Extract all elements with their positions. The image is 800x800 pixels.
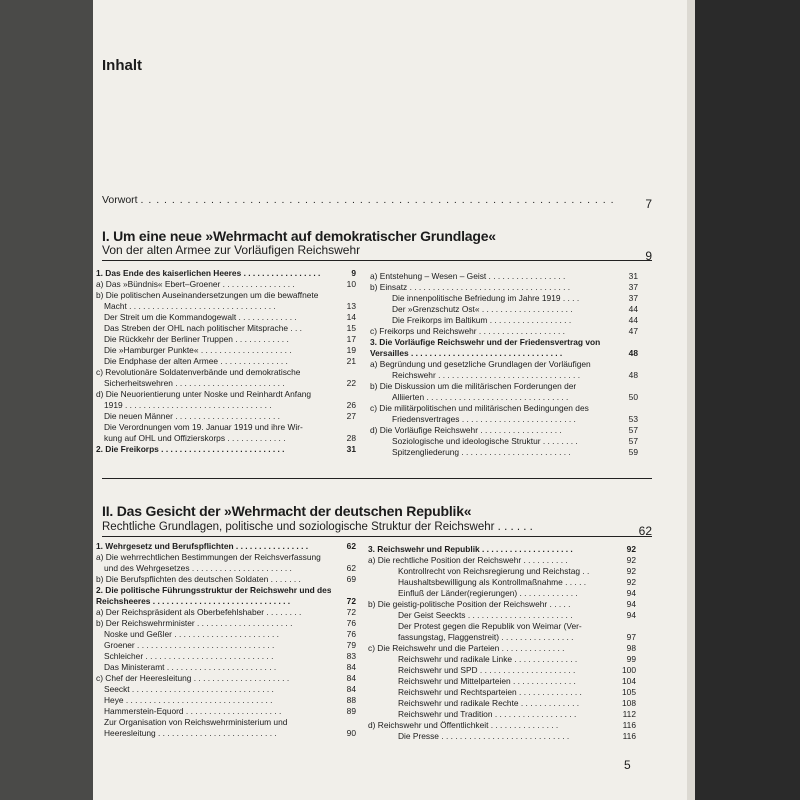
- toc-entry-page: 13: [346, 301, 356, 311]
- section2-title: II. Das Gesicht der »Wehrmacht der deutschen Republik«: [102, 503, 472, 519]
- toc-entry-text: Heeresleitung . . . . . . . . . . . . . . . . . . . . . . . . . .: [104, 728, 277, 738]
- toc-entry-text: 2. Die politische Führungsstruktur der Reichswehr und des: [96, 585, 332, 595]
- toc-entry: [370, 370, 638, 381]
- toc-entry: [96, 356, 356, 367]
- toc-entry: [96, 433, 356, 444]
- toc-entry: [96, 585, 356, 596]
- toc-entry-text: c) Revolutionäre Soldatenverbände und demokratische: [96, 367, 301, 377]
- toc-entry-text: Seeckt . . . . . . . . . . . . . . . . . . . . . . . . . . . . . . .: [104, 684, 274, 694]
- toc-entry: [368, 566, 636, 577]
- toc-entry-text: Der Protest gegen die Republik von Weimar (Ver-: [398, 621, 582, 631]
- toc-entry-page: 37: [628, 282, 638, 292]
- toc-entry-page: 44: [628, 315, 638, 325]
- toc-entry-text: 3. Reichswehr und Republik . . . . . . . . . . . . . . . . . . . .: [368, 544, 573, 554]
- toc-entry: [370, 392, 638, 403]
- toc-heading: Inhalt: [102, 57, 142, 74]
- toc-entry: [368, 665, 636, 676]
- section1-left-column: [96, 268, 356, 455]
- toc-entry-page: 72: [346, 607, 356, 617]
- toc-entry-page: 59: [628, 447, 638, 457]
- toc-entry-page: 57: [628, 436, 638, 446]
- toc-entry-page: 92: [626, 555, 636, 565]
- toc-entry-text: Die neuen Männer . . . . . . . . . . . . . . . . . . . . . . .: [104, 411, 280, 421]
- toc-entry-page: 84: [346, 673, 356, 683]
- toc-entry: [368, 588, 636, 599]
- toc-entry-page: 76: [346, 629, 356, 639]
- toc-entry: [370, 271, 638, 282]
- toc-entry-text: a) Die wehrrechtlichen Bestimmungen der Reichsverfassung: [96, 552, 321, 562]
- toc-entry: [368, 687, 636, 698]
- toc-entry: [368, 577, 636, 588]
- section2-right-column: [368, 544, 636, 742]
- toc-entry-page: 47: [628, 326, 638, 336]
- toc-entry: [96, 552, 356, 563]
- toc-entry-text: a) Der Reichspräsident als Oberbefehlshaber . . . . . . . .: [96, 607, 302, 617]
- toc-entry-text: b) Einsatz . . . . . . . . . . . . . . . . . . . . . . . . . . . . . . . . . . .: [370, 282, 571, 292]
- toc-entry: [370, 337, 638, 348]
- toc-entry-page: 105: [622, 687, 636, 697]
- toc-entry-text: a) Begründung und gesetzliche Grundlagen der Vorläufigen: [370, 359, 591, 369]
- toc-entry-text: Der »Grenzschutz Ost« . . . . . . . . . . . . . . . . . . . .: [392, 304, 573, 314]
- section-divider: [102, 478, 652, 479]
- toc-entry-text: Noske und Geßler . . . . . . . . . . . . . . . . . . . . . . .: [104, 629, 279, 639]
- toc-entry-text: a) Entstehung – Wesen – Geist . . . . . . . . . . . . . . . . .: [370, 271, 566, 281]
- toc-entry: [368, 632, 636, 643]
- toc-entry-text: d) Die Neuorientierung unter Noske und Reinhardt Anfang: [96, 389, 312, 399]
- toc-entry: [96, 662, 356, 673]
- toc-entry: [96, 334, 356, 345]
- toc-entry-text: Die innenpolitische Befriedung im Jahre 1919 . . . .: [392, 293, 580, 303]
- toc-entry: [96, 268, 356, 279]
- toc-entry: [96, 574, 356, 585]
- toc-entry: [96, 695, 356, 706]
- toc-entry-text: Die Endphase der alten Armee . . . . . . . . . . . . . . .: [104, 356, 288, 366]
- toc-entry-text: fassungstag, Flaggenstreit) . . . . . . . . . . . . . . . .: [398, 632, 574, 642]
- toc-entry: [96, 312, 356, 323]
- toc-entry: [370, 403, 638, 414]
- toc-entry: [96, 717, 356, 728]
- toc-entry-page: 116: [622, 731, 636, 741]
- toc-entry-text: b) Die politischen Auseinandersetzungen um die bewaffnete: [96, 290, 319, 300]
- toc-entry-page: 108: [622, 698, 636, 708]
- toc-entry-text: Reichswehr und radikale Linke . . . . . . . . . . . . . .: [398, 654, 578, 664]
- toc-entry-page: 17: [346, 334, 356, 344]
- toc-entry-page: 21: [346, 356, 356, 366]
- toc-entry: [96, 345, 356, 356]
- toc-entry: [96, 629, 356, 640]
- toc-entry-text: Zur Organisation von Reichswehrministerium und: [104, 717, 288, 727]
- toc-entry-page: 89: [346, 706, 356, 716]
- toc-entry: [368, 610, 636, 621]
- page-edge: [687, 0, 695, 800]
- toc-entry-text: Reichswehr und Rechtsparteien . . . . . . . . . . . . . .: [398, 687, 582, 697]
- toc-entry-text: Kontrollrecht von Reichsregierung und Reichstag . .: [398, 566, 590, 576]
- toc-entry-page: 92: [626, 566, 636, 576]
- toc-entry-page: 37: [628, 293, 638, 303]
- toc-entry: [96, 706, 356, 717]
- toc-entry-text: c) Freikorps und Reichswehr . . . . . . . . . . . . . . . . . . .: [370, 326, 566, 336]
- vorwort-page: 7: [645, 197, 652, 211]
- toc-entry-page: 14: [346, 312, 356, 322]
- toc-entry-text: Spitzengliederung . . . . . . . . . . . . . . . . . . . . . . . .: [392, 447, 571, 457]
- toc-entry-text: Die »Hamburger Punkte« . . . . . . . . . . . . . . . . . . . .: [104, 345, 292, 355]
- toc-entry: [96, 422, 356, 433]
- toc-entry: [96, 323, 356, 334]
- toc-entry-page: 92: [626, 544, 636, 554]
- toc-entry-text: Die Verordnungen vom 19. Januar 1919 und ihre Wir-: [104, 422, 303, 432]
- vorwort-entry: [102, 194, 652, 211]
- toc-entry-page: 94: [626, 599, 636, 609]
- section1-right-column: [370, 271, 638, 458]
- toc-entry: [368, 731, 636, 742]
- section1-subtitle-text: Von der alten Armee zur Vorläufigen Reichswehr: [102, 243, 361, 257]
- toc-entry-text: Reichsheeres . . . . . . . . . . . . . . . . . . . . . . . . . . . . . .: [96, 596, 291, 606]
- toc-entry-page: 62: [346, 541, 356, 551]
- toc-entry-text: Reichswehr und Tradition . . . . . . . . . . . . . . . . . .: [398, 709, 577, 719]
- toc-entry-page: 48: [628, 348, 638, 358]
- toc-entry-text: Friedensvertrages . . . . . . . . . . . . . . . . . . . . . . . . .: [392, 414, 576, 424]
- toc-entry: [96, 684, 356, 695]
- toc-entry: [370, 447, 638, 458]
- toc-entry: [96, 728, 356, 739]
- toc-entry-page: 116: [622, 720, 636, 730]
- toc-entry-text: 1. Das Ende des kaiserlichen Heeres . . . . . . . . . . . . . . . . .: [96, 268, 321, 278]
- toc-entry: [370, 381, 638, 392]
- toc-entry-text: c) Die militärpolitischen und militärischen Bedingungen des: [370, 403, 589, 413]
- toc-entry-text: c) Die Reichswehr und die Parteien . . . . . . . . . . . . . .: [368, 643, 565, 653]
- page-number: 5: [624, 758, 631, 772]
- toc-entry-text: Reichswehr und SPD . . . . . . . . . . . . . . . . . . . . .: [398, 665, 576, 675]
- toc-entry-text: 3. Die Vorläufige Reichswehr und der Friedensvertrag von: [370, 337, 601, 347]
- toc-entry: [96, 400, 356, 411]
- toc-entry: [370, 293, 638, 304]
- toc-entry-page: 88: [346, 695, 356, 705]
- toc-entry-text: Reichswehr und radikale Rechte . . . . . . . . . . . . .: [398, 698, 580, 708]
- section2-left-column: [96, 541, 356, 739]
- toc-entry-text: 1. Wehrgesetz und Berufspflichten . . . . . . . . . . . . . . . .: [96, 541, 309, 551]
- toc-entry-page: 15: [346, 323, 356, 333]
- toc-entry-page: 69: [346, 574, 356, 584]
- toc-entry-text: Die Rückkehr der Berliner Truppen . . . . . . . . . . . .: [104, 334, 289, 344]
- toc-entry: [96, 378, 356, 389]
- toc-entry-text: Schleicher . . . . . . . . . . . . . . . . . . . . . . . . . . . .: [104, 651, 274, 661]
- toc-entry-page: 31: [628, 271, 638, 281]
- toc-entry-text: b) Der Reichswehrminister . . . . . . . . . . . . . . . . . . . . .: [96, 618, 293, 628]
- toc-entry-text: Soziologische und ideologische Struktur . . . . . . . .: [392, 436, 578, 446]
- toc-entry-text: Heye . . . . . . . . . . . . . . . . . . . . . . . . . . . . . . . .: [104, 695, 273, 705]
- toc-entry-page: 50: [628, 392, 638, 402]
- toc-entry: [368, 654, 636, 665]
- toc-entry: [96, 411, 356, 422]
- toc-entry-page: 72: [346, 596, 356, 606]
- section1-page: 9: [645, 249, 652, 263]
- toc-entry-text: Macht . . . . . . . . . . . . . . . . . . . . . . . . . . . . . . . .: [104, 301, 276, 311]
- toc-entry: [370, 282, 638, 293]
- toc-entry-text: und des Wehrgesetzes . . . . . . . . . . . . . . . . . . . . . .: [104, 563, 292, 573]
- toc-entry: [370, 304, 638, 315]
- toc-entry: [96, 444, 356, 455]
- toc-entry-page: 10: [346, 279, 356, 289]
- toc-entry: [370, 315, 638, 326]
- toc-entry: [368, 698, 636, 709]
- toc-entry-text: Hammerstein-Equord . . . . . . . . . . . . . . . . . . . . .: [104, 706, 282, 716]
- toc-entry: [96, 367, 356, 378]
- toc-entry-text: Alliierten . . . . . . . . . . . . . . . . . . . . . . . . . . . . . . .: [392, 392, 569, 402]
- toc-entry-text: Der Streit um die Kommandogewalt . . . . . . . . . . . . .: [104, 312, 297, 322]
- toc-entry: [370, 436, 638, 447]
- toc-entry: [96, 541, 356, 552]
- toc-entry: [368, 643, 636, 654]
- toc-entry-page: 79: [346, 640, 356, 650]
- toc-entry-text: d) Die Vorläufige Reichswehr . . . . . . . . . . . . . . . . . .: [370, 425, 562, 435]
- toc-entry-page: 26: [346, 400, 356, 410]
- toc-entry-page: 31: [346, 444, 356, 454]
- toc-entry: [368, 676, 636, 687]
- toc-entry-page: 48: [628, 370, 638, 380]
- toc-entry-page: 9: [351, 268, 356, 278]
- toc-entry-page: 94: [626, 610, 636, 620]
- toc-entry-page: 53: [628, 414, 638, 424]
- toc-entry-text: Sicherheitswehren . . . . . . . . . . . . . . . . . . . . . . . .: [104, 378, 285, 388]
- section1-subtitle: [102, 243, 652, 261]
- toc-entry-text: b) Die Berufspflichten des deutschen Soldaten . . . . . . .: [96, 574, 301, 584]
- toc-entry-text: Reichswehr und Mittelparteien . . . . . . . . . . . . . .: [398, 676, 576, 686]
- toc-entry-page: 100: [622, 665, 636, 675]
- toc-entry-page: 104: [622, 676, 636, 686]
- toc-entry-page: 84: [346, 684, 356, 694]
- toc-entry: [368, 621, 636, 632]
- toc-entry: [368, 709, 636, 720]
- vorwort-dots: . . . . . . . . . . . . . . . . . . . . . . . . . . . . . . . . . . . . . . . . . . . . . . . . . . . . . . . . . . . . .: [140, 194, 615, 206]
- toc-entry: [96, 651, 356, 662]
- toc-entry: [96, 290, 356, 301]
- toc-entry-page: 90: [346, 728, 356, 738]
- toc-entry: [370, 414, 638, 425]
- toc-entry-text: Haushaltsbewilligung als Kontrollmaßnahme . . . . .: [398, 577, 587, 587]
- section2-subtitle: [102, 521, 652, 537]
- toc-entry-text: b) Die Diskussion um die militärischen Forderungen der: [370, 381, 577, 391]
- toc-entry: [96, 640, 356, 651]
- toc-entry-text: Die Presse . . . . . . . . . . . . . . . . . . . . . . . . . . . .: [398, 731, 570, 741]
- toc-entry-page: 97: [626, 632, 636, 642]
- toc-entry: [96, 618, 356, 629]
- toc-entry-text: Das Streben der OHL nach politischer Mitsprache . . .: [104, 323, 302, 333]
- toc-entry: [368, 599, 636, 610]
- toc-entry-page: 92: [626, 577, 636, 587]
- toc-entry-page: 27: [346, 411, 356, 421]
- toc-entry-page: 62: [346, 563, 356, 573]
- toc-entry-text: Das Ministeramt . . . . . . . . . . . . . . . . . . . . . . . .: [104, 662, 277, 672]
- toc-entry-text: Die Freikorps im Baltikum . . . . . . . . . . . . . . . . . .: [392, 315, 572, 325]
- section2-subtitle-text: Rechtliche Grundlagen, politische und soziologische Struktur der Reichswehr . . . . . .: [102, 521, 533, 533]
- toc-entry-text: Groener . . . . . . . . . . . . . . . . . . . . . . . . . . . . . .: [104, 640, 275, 650]
- toc-entry-page: 22: [346, 378, 356, 388]
- toc-entry: [96, 596, 356, 607]
- left-shadow: [0, 0, 93, 800]
- toc-entry-page: 84: [346, 662, 356, 672]
- toc-entry-page: 76: [346, 618, 356, 628]
- toc-entry-page: 83: [346, 651, 356, 661]
- toc-entry-page: 99: [626, 654, 636, 664]
- toc-entry: [96, 563, 356, 574]
- toc-entry: [370, 326, 638, 337]
- toc-entry: [368, 555, 636, 566]
- toc-entry-text: a) Die rechtliche Position der Reichswehr . . . . . . . . . .: [368, 555, 568, 565]
- toc-entry: [96, 389, 356, 400]
- toc-entry-page: 98: [626, 643, 636, 653]
- vorwort-label: Vorwort: [102, 194, 138, 206]
- toc-entry-text: Versailles . . . . . . . . . . . . . . . . . . . . . . . . . . . . . . . . .: [370, 348, 563, 358]
- toc-entry-text: 1919 . . . . . . . . . . . . . . . . . . . . . . . . . . . . . . . .: [104, 400, 272, 410]
- toc-entry-text: c) Chef der Heeresleitung . . . . . . . . . . . . . . . . . . . . .: [96, 673, 290, 683]
- toc-entry-text: a) Das »Bündnis« Ebert–Groener . . . . . . . . . . . . . . . .: [96, 279, 295, 289]
- toc-entry-text: d) Reichswehr und Öffentlichkeit . . . . . . . . . . . . . . .: [368, 720, 559, 730]
- toc-entry: [368, 720, 636, 731]
- toc-entry: [368, 544, 636, 555]
- toc-entry-text: Reichswehr . . . . . . . . . . . . . . . . . . . . . . . . . . . . . . .: [392, 370, 581, 380]
- toc-entry: [96, 279, 356, 290]
- background-right: [695, 0, 800, 800]
- toc-entry: [370, 359, 638, 370]
- section2-page: 62: [638, 524, 652, 538]
- toc-entry-page: 19: [346, 345, 356, 355]
- toc-entry-text: 2. Die Freikorps . . . . . . . . . . . . . . . . . . . . . . . . . . .: [96, 444, 285, 454]
- toc-entry-page: 44: [628, 304, 638, 314]
- toc-entry-page: 28: [346, 433, 356, 443]
- toc-entry: [96, 607, 356, 618]
- toc-entry: [370, 425, 638, 436]
- toc-entry: [96, 673, 356, 684]
- section1-title: I. Um eine neue »Wehrmacht auf demokratischer Grundlage«: [102, 228, 496, 244]
- toc-entry-text: b) Die geistig-politische Position der Reichswehr . . . . .: [368, 599, 571, 609]
- toc-entry-page: 112: [622, 709, 636, 719]
- toc-entry-page: 94: [626, 588, 636, 598]
- toc-entry: [370, 348, 638, 359]
- toc-entry-page: 57: [628, 425, 638, 435]
- toc-entry-text: Einfluß der Länder(regierungen) . . . . . . . . . . . . .: [398, 588, 578, 598]
- toc-entry: [96, 301, 356, 312]
- toc-entry-text: kung auf OHL und Offizierskorps . . . . . . . . . . . . .: [104, 433, 286, 443]
- toc-entry-text: Der Geist Seeckts . . . . . . . . . . . . . . . . . . . . . . .: [398, 610, 573, 620]
